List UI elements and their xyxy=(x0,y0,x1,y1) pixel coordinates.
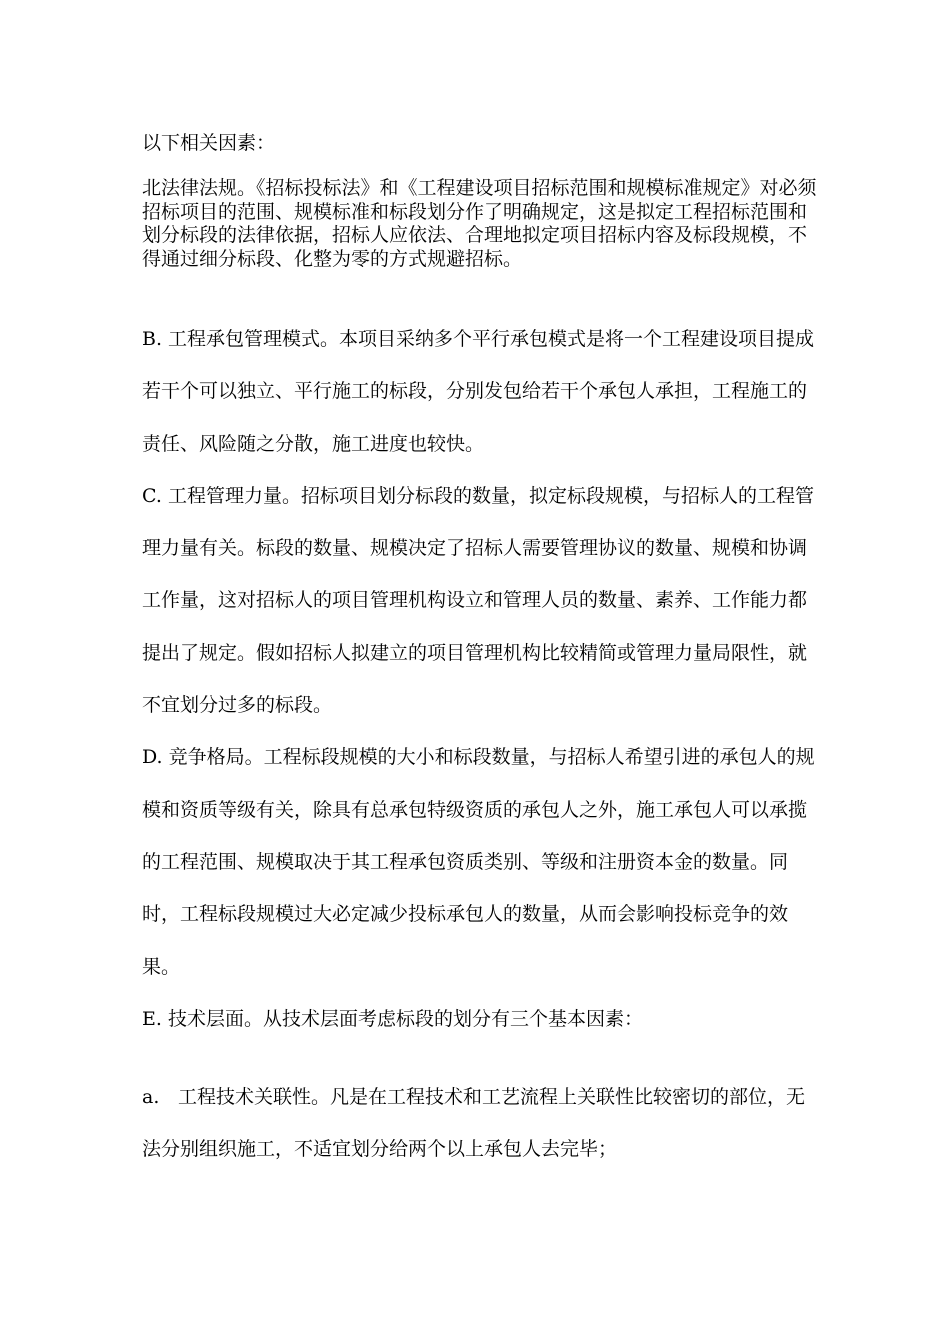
list-item-technical-correlation xyxy=(142,1071,822,1176)
list-item-text: 工程技术关联性。凡是在工程技术和工艺流程上关联性比较密切的部位，无法分别组织施工，不适宜划分给两个以上承包人去完毕； xyxy=(142,1086,806,1161)
paragraph-contract-management-mode: B. 工程承包管理模式。本项目采纳多个平行承包模式是将一个工程建设项目提成若干个可以独立、平行施工的标段，分别发包给若干个承包人承担，工程施工的责任、风险随之分散，施工进度也较快。 xyxy=(142,328,815,455)
list-item-marker: a. xyxy=(142,1086,160,1108)
intro-line: 以下相关因素： xyxy=(142,132,276,154)
body-sections xyxy=(142,313,822,1045)
paragraph-laws-regulations: 北法律法规。《招标投标法》和《工程建设项目招标范围和规模标准规定》对必须招标项目的范围、规模标准和标段划分作了明确规定，这是拟定工程招标范围和划分标段的法律依据，招标人应依法、合理地拟定项目招标内容及标段规模，不得通过细分标段、化整为零的方式规避招标。 xyxy=(142,177,817,270)
paragraph-management-capacity: C. 工程管理力量。招标项目划分标段的数量，拟定标段规模，与招标人的工程管理力量有关。标段的数量、规模决定了招标人需要管理协议的数量、规模和协调工作量，这对招标人的项目管理机构设立和管理人员的数量、素养、工作能力都提出了规定。假如招标人拟建立的项目管理机构比较精简或管理力量局限性，就不宜划分过多的标段。 xyxy=(142,484,814,717)
paragraph-competition-pattern: D. 竞争格局。工程标段规模的大小和标段数量，与招标人希望引进的承包人的规模和资质等级有关，除具有总承包特级资质的承包人之外，施工承包人可以承揽的工程范围、规模取决于其工程承包资质类别、等级和注册资本金的数量。同时，工程标段规模过大必定减少投标承包人的数量，从而会影响投标竞争的效果。 xyxy=(142,746,815,978)
paragraph-technical-aspect: E. 技术层面。从技术层面考虑标段的划分有三个基本因素： xyxy=(142,1007,643,1030)
